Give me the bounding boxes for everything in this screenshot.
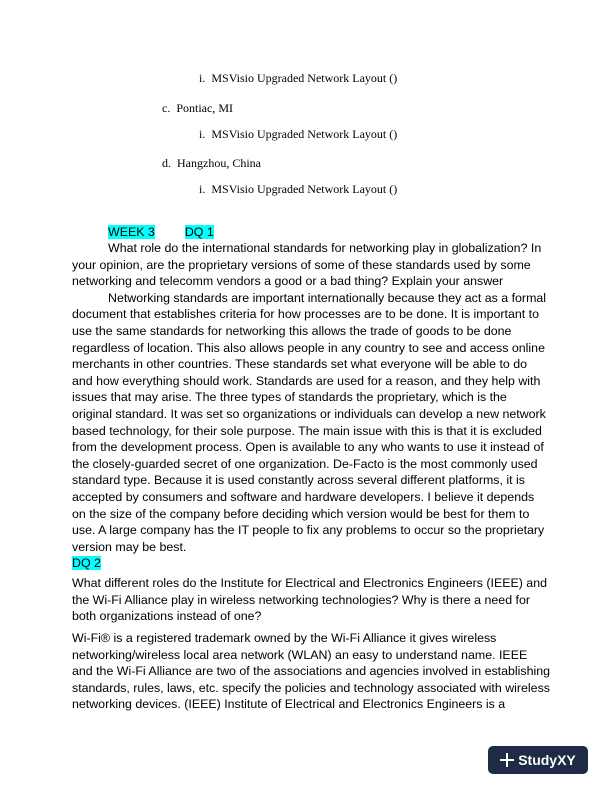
plus-icon — [500, 753, 514, 767]
outline-marker: d. — [162, 156, 171, 170]
dq1-question: What role do the international standards for networking play in globalization? In your opinion, are the proprietary versions of some of these standards used by some networking and telecomm vendors a good or a bad thing? Explain your answer — [72, 241, 542, 289]
badge-text: StudyXY — [518, 752, 576, 768]
outline-text: MSVisio Upgraded Network Layout () — [211, 71, 398, 85]
outline-item-c — [162, 101, 233, 116]
outline-text: Pontiac, MI — [176, 101, 233, 115]
outline-text: Hangzhou, China — [177, 156, 261, 170]
outline-item-d — [162, 156, 261, 171]
outline-item-i-1 — [199, 71, 397, 86]
dq2-question: What different roles do the Institute for Electrical and Electronics Engineers (IEEE) and the Wi-Fi Alliance play in wireless networking technologies? Why is there a need for both organizations instead of one? — [72, 576, 547, 624]
week-label: WEEK 3 — [108, 225, 155, 239]
dq1-block — [72, 240, 550, 572]
outline-marker: i. — [199, 182, 206, 196]
dq2-label: DQ 2 — [72, 556, 101, 571]
dq2-answer: Wi-Fi® is a registered trademark owned by the Wi-Fi Alliance it gives wireless networking/wireless local area network (WLAN) an easy to understand name. IEEE and the Wi-Fi Alliance are two of the associations and agencies involved in establishing standards, rules, laws, etc. specify the policies and technology associated with wireless networking devices. (IEEE) Institute of Electrical and Electronics Engineers is a — [72, 631, 551, 712]
dq1-question-paragraph — [72, 240, 550, 290]
outline-text: MSVisio Upgraded Network Layout () — [211, 182, 398, 196]
dq1-answer-paragraph — [72, 290, 550, 556]
outline-item-i-2 — [199, 127, 397, 142]
week3-header — [108, 225, 214, 239]
dq1-label: DQ 1 — [184, 225, 214, 239]
outline-item-i-3 — [199, 182, 397, 197]
dq2-answer-block — [72, 630, 550, 713]
studyxy-badge[interactable] — [488, 746, 588, 774]
outline-marker: c. — [162, 101, 171, 115]
outline-marker: i. — [199, 71, 206, 85]
dq2-question-block — [72, 575, 550, 625]
dq1-answer: Networking standards are important internationally because they act as a formal document that establishes criteria for how processes are to be done. It is important to use the same standards for networking this allows the trade of goods to be done regardless of location. This also allows people in any country to see and access online merchants in other countries. These standards set what everyone will be able to do and how everything should work. Standards are used for a reason, and they help with issues that may arise. The three types of standards the proprietary, which is the original standard. It was set so organizations or individuals can develop a new network based technology, for their sole purpose. The main issue with this is that it is excluded from the development process. Open is available to any who wants to use it instead of the closely-guarded secret of one organization. De-Facto is the most commonly used standard type. Because it is used constantly across several different platforms, it is accepted by consumers and software and hardware developers. I believe it depends on the size of the company before deciding which version would be best for them to use. A large company has the IT people to fix any problems to occur so the proprietary version may be best. — [72, 290, 547, 554]
outline-text: MSVisio Upgraded Network Layout () — [211, 127, 398, 141]
outline-marker: i. — [199, 127, 206, 141]
